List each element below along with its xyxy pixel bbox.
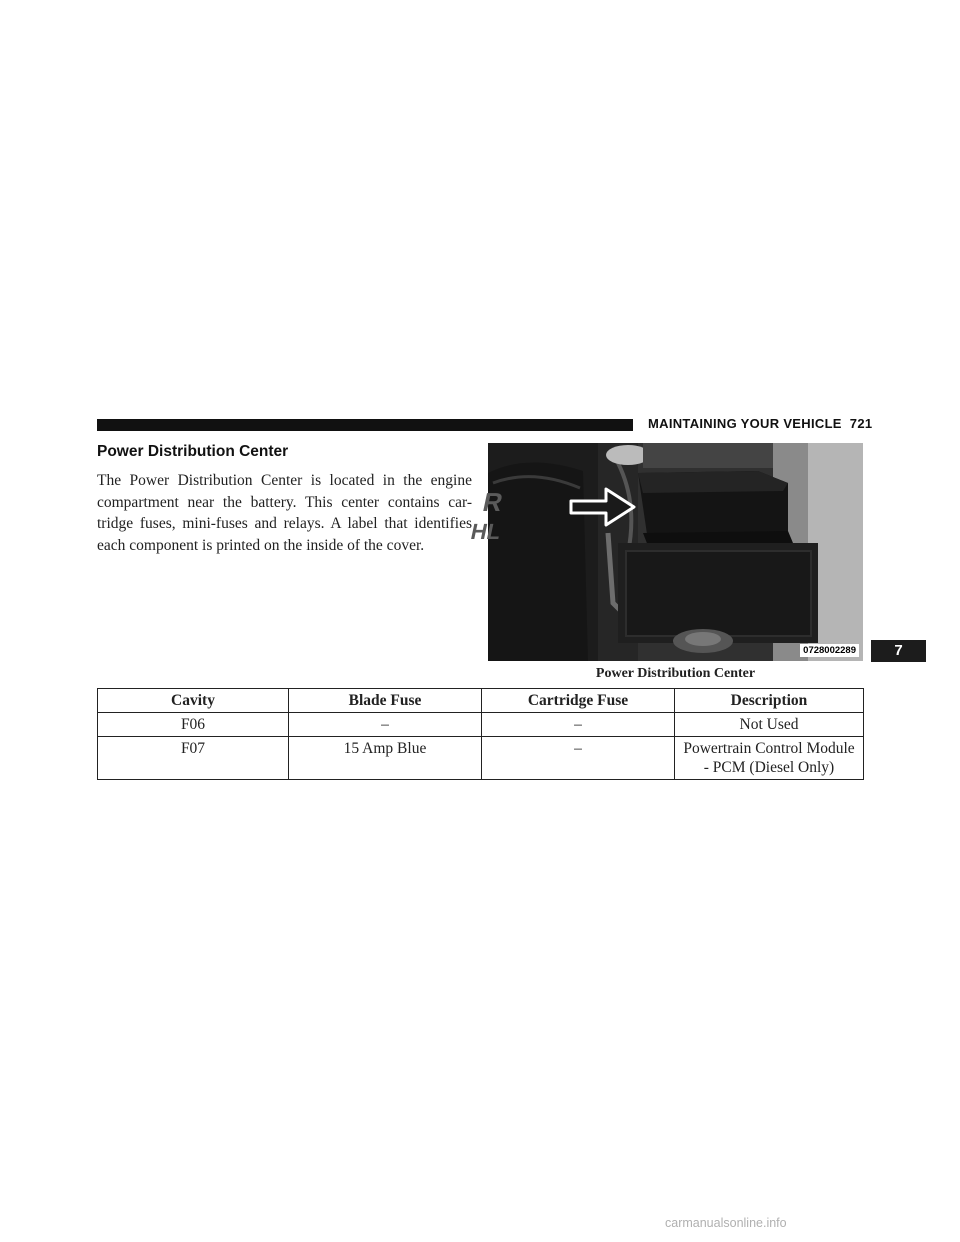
cell-cavity: F07 [98, 737, 289, 780]
page-number: 721 [849, 416, 873, 431]
chapter-tab: 7 [871, 640, 926, 662]
table-row [98, 737, 864, 780]
header-description: Description [675, 689, 864, 713]
header-title: MAINTAINING YOUR VEHICLE [648, 416, 842, 431]
cell-cartridge-fuse: – [482, 713, 675, 737]
engine-compartment-photo [468, 443, 863, 661]
svg-text:HL: HL [468, 519, 504, 544]
figure-caption: Power Distribution Center [595, 666, 756, 681]
cell-description: Not Used [675, 713, 864, 737]
header-blade-fuse: Blade Fuse [289, 689, 482, 713]
section-body: The Power Distribution Center is located in the engine compartment near the battery. This center contains car-tridge fuses, mini-fuses and relays. A label that identifies each component is printed on the inside of the cover. [97, 472, 472, 554]
table-row [98, 713, 864, 737]
footer-url[interactable]: carmanualsonline.info [665, 1216, 787, 1230]
cell-blade-fuse: 15 Amp Blue [289, 737, 482, 780]
cell-cavity: F06 [98, 713, 289, 737]
engine-photo-illustration [468, 443, 863, 661]
table-header-row [98, 689, 864, 713]
cell-cartridge-fuse: – [482, 737, 675, 780]
header-rule [97, 419, 633, 431]
fuse-table [97, 688, 864, 780]
running-header [648, 416, 872, 431]
svg-text:R: R [480, 487, 506, 517]
cell-blade-fuse: – [289, 713, 482, 737]
cell-description: Powertrain Control Module - PCM (Diesel Only) [675, 737, 864, 780]
section-title: Power Distribution Center [97, 443, 289, 460]
figure-code: 0728002289 [800, 644, 859, 657]
header-cartridge-fuse: Cartridge Fuse [482, 689, 675, 713]
header-cavity: Cavity [98, 689, 289, 713]
